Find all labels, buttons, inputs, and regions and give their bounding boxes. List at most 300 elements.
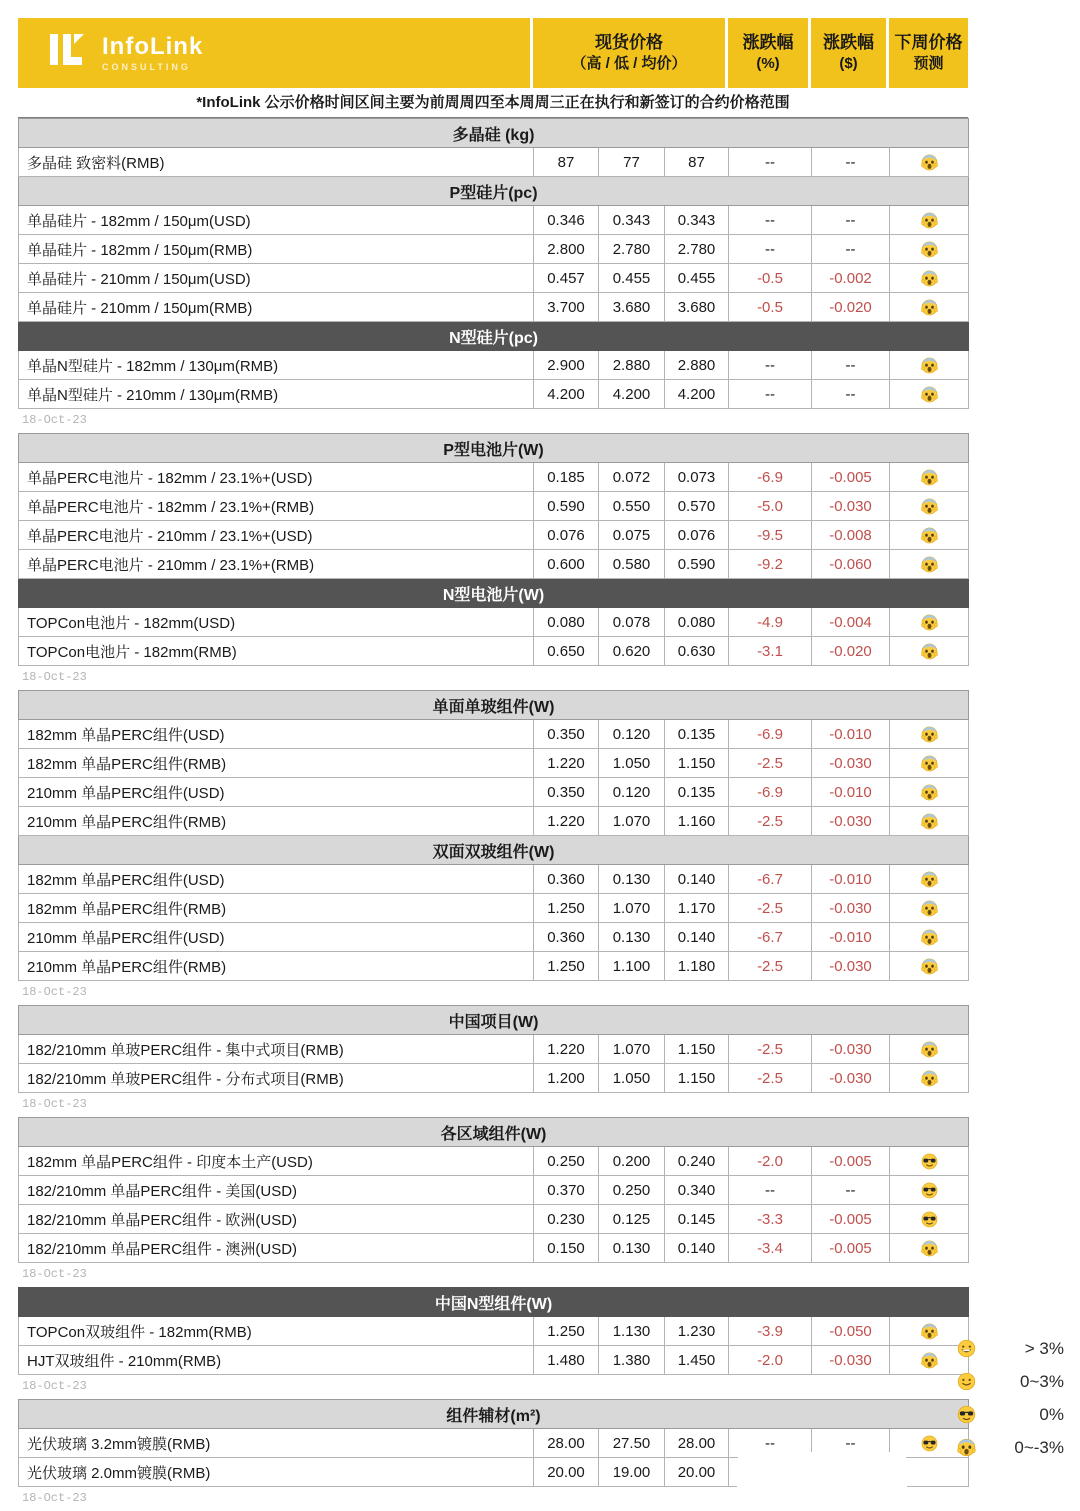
change-usd: -0.030 <box>812 749 890 778</box>
low-price: 0.250 <box>599 1176 665 1205</box>
table-row <box>19 463 969 492</box>
table-row <box>19 637 969 666</box>
change-usd: -0.002 <box>812 264 890 293</box>
change-pct: -6.9 <box>729 720 812 749</box>
product-label: 182mm 单晶PERC组件(RMB) <box>19 894 534 923</box>
change-usd: -0.030 <box>812 952 890 981</box>
section-header-row <box>19 1118 969 1147</box>
table-row <box>19 749 969 778</box>
forecast-cell <box>890 608 969 637</box>
high-price: 28.00 <box>534 1429 599 1458</box>
logo-cell <box>18 18 530 88</box>
avg-price: 1.150 <box>665 749 729 778</box>
high-price: 0.350 <box>534 778 599 807</box>
product-label: 单晶硅片 - 210mm / 150μm(RMB) <box>19 293 534 322</box>
legend-label: 0~-3% <box>1014 1437 1064 1457</box>
scream-emoji <box>920 812 939 829</box>
change-pct-line2: (%) <box>756 55 780 72</box>
change-pct: -3.3 <box>729 1205 812 1234</box>
price-table <box>18 1117 969 1263</box>
scream-emoji <box>920 1040 939 1057</box>
change-usd: -- <box>812 1176 890 1205</box>
section-header-row <box>19 691 969 720</box>
date-label: 18-Oct-23 <box>22 1491 87 1505</box>
scream-emoji <box>920 928 939 945</box>
low-price: 27.50 <box>599 1429 665 1458</box>
forecast-cell <box>890 807 969 836</box>
avg-price: 1.150 <box>665 1035 729 1064</box>
forecast-legend <box>956 1332 1064 1464</box>
scream-emoji <box>920 211 939 228</box>
section-title: P型电池片(W) <box>19 434 969 463</box>
forecast-cell <box>890 293 969 322</box>
change-usd: -0.030 <box>812 1064 890 1093</box>
low-price: 0.120 <box>599 778 665 807</box>
high-price: 4.200 <box>534 380 599 409</box>
brand-subtitle: CONSULTING <box>102 61 191 72</box>
forecast-cell <box>890 1035 969 1064</box>
high-price: 0.150 <box>534 1234 599 1263</box>
change-usd: -0.004 <box>812 608 890 637</box>
low-price: 1.100 <box>599 952 665 981</box>
change-pct: -2.5 <box>729 807 812 836</box>
change-pct: -2.5 <box>729 894 812 923</box>
high-price: 1.220 <box>534 807 599 836</box>
scream-emoji <box>920 269 939 286</box>
product-label: 210mm 单晶PERC组件(RMB) <box>19 952 534 981</box>
product-label: 单晶硅片 - 182mm / 150μm(RMB) <box>19 235 534 264</box>
avg-price: 1.450 <box>665 1346 729 1375</box>
section-title: N型电池片(W) <box>19 579 969 608</box>
spot-header-line1: 现货价格 <box>595 33 663 52</box>
forecast-line1: 下周价格 <box>894 33 963 52</box>
high-price: 1.220 <box>534 749 599 778</box>
change-pct: -2.0 <box>729 1147 812 1176</box>
low-price: 0.072 <box>599 463 665 492</box>
change-pct: -2.5 <box>729 1064 812 1093</box>
scream-emoji <box>920 526 939 543</box>
change-pct: -3.1 <box>729 637 812 666</box>
forecast-cell <box>890 550 969 579</box>
avg-price: 87 <box>665 148 729 177</box>
product-label: 光伏玻璃 2.0mm镀膜(RMB) <box>19 1458 534 1487</box>
legend-item <box>956 1365 1064 1398</box>
forecast-line2: 预测 <box>913 55 944 72</box>
change-usd: -0.005 <box>812 1234 890 1263</box>
scream-emoji <box>920 497 939 514</box>
section-title: 多晶硅 (kg) <box>19 119 969 148</box>
change-pct-line1: 涨跌幅 <box>742 33 794 52</box>
scream-emoji <box>920 725 939 742</box>
forecast-cell <box>890 637 969 666</box>
avg-price: 0.590 <box>665 550 729 579</box>
change-pct: -2.0 <box>729 1346 812 1375</box>
table-row <box>19 720 969 749</box>
change-usd: -0.060 <box>812 550 890 579</box>
avg-price: 1.160 <box>665 807 729 836</box>
low-price: 0.130 <box>599 1234 665 1263</box>
change-usd: -0.020 <box>812 637 890 666</box>
forecast-cell <box>890 865 969 894</box>
forecast-cell <box>890 720 969 749</box>
high-price: 1.250 <box>534 952 599 981</box>
change-pct: -- <box>729 206 812 235</box>
sunglasses-emoji <box>920 1181 939 1198</box>
grin-emoji <box>956 1338 977 1359</box>
legend-item <box>956 1431 1064 1464</box>
change-usd: -0.020 <box>812 293 890 322</box>
forecast-cell <box>890 1147 969 1176</box>
table-row <box>19 148 969 177</box>
section-header-row <box>19 836 969 865</box>
change-usd: -0.030 <box>812 1035 890 1064</box>
table-row <box>19 952 969 981</box>
change-usd: -- <box>812 351 890 380</box>
change-usd: -0.010 <box>812 778 890 807</box>
change-pct: -6.7 <box>729 923 812 952</box>
sunglasses-emoji <box>920 1434 939 1451</box>
table-row <box>19 293 969 322</box>
change-pct: -4.9 <box>729 608 812 637</box>
product-label: 单晶PERC电池片 - 182mm / 23.1%+(USD) <box>19 463 534 492</box>
low-price: 0.078 <box>599 608 665 637</box>
date-label: 18-Oct-23 <box>22 670 87 684</box>
change-pct: -2.5 <box>729 749 812 778</box>
change-pct: -9.5 <box>729 521 812 550</box>
high-price: 0.080 <box>534 608 599 637</box>
avg-price: 0.570 <box>665 492 729 521</box>
high-price: 2.900 <box>534 351 599 380</box>
forecast-cell <box>890 923 969 952</box>
scream-emoji <box>920 957 939 974</box>
high-price: 0.346 <box>534 206 599 235</box>
date-label: 18-Oct-23 <box>22 413 87 427</box>
avg-price: 0.076 <box>665 521 729 550</box>
high-price: 0.185 <box>534 463 599 492</box>
avg-price: 0.140 <box>665 865 729 894</box>
scream-emoji <box>920 385 939 402</box>
table-row <box>19 264 969 293</box>
change-usd-line2: ($) <box>839 55 858 72</box>
scream-emoji <box>920 468 939 485</box>
high-price: 0.250 <box>534 1147 599 1176</box>
avg-price: 2.780 <box>665 235 729 264</box>
change-usd: -0.005 <box>812 463 890 492</box>
section-title: P型硅片(pc) <box>19 177 969 206</box>
column-header-forecast <box>889 18 968 88</box>
price-table <box>18 1287 969 1375</box>
section-title: 双面双玻组件(W) <box>19 836 969 865</box>
sunglasses-emoji <box>956 1404 977 1425</box>
table-row <box>19 550 969 579</box>
change-pct: -- <box>729 235 812 264</box>
product-label: 182/210mm 单玻PERC组件 - 分布式项目(RMB) <box>19 1064 534 1093</box>
product-label: 单晶PERC电池片 - 182mm / 23.1%+(RMB) <box>19 492 534 521</box>
sunglasses-emoji <box>920 1210 939 1227</box>
table-row <box>19 1064 969 1093</box>
forecast-cell <box>890 463 969 492</box>
price-table <box>18 1005 969 1093</box>
product-label: 182mm 单晶PERC组件(RMB) <box>19 749 534 778</box>
change-pct: -3.4 <box>729 1234 812 1263</box>
avg-price: 0.455 <box>665 264 729 293</box>
section-header-row <box>19 119 969 148</box>
legend-item <box>956 1332 1064 1365</box>
table-row <box>19 1205 969 1234</box>
change-pct: -6.9 <box>729 463 812 492</box>
section-header-row <box>19 579 969 608</box>
avg-price: 0.240 <box>665 1147 729 1176</box>
change-usd: -0.030 <box>812 492 890 521</box>
legend-label: 0~3% <box>1020 1371 1064 1391</box>
scream-emoji <box>920 1322 939 1339</box>
avg-price: 1.180 <box>665 952 729 981</box>
high-price: 1.200 <box>534 1064 599 1093</box>
avg-price: 0.135 <box>665 778 729 807</box>
forecast-cell <box>890 235 969 264</box>
low-price: 0.120 <box>599 720 665 749</box>
price-sheet <box>18 18 968 1511</box>
avg-price: 1.170 <box>665 894 729 923</box>
high-price: 0.370 <box>534 1176 599 1205</box>
low-price: 1.050 <box>599 749 665 778</box>
legend-item <box>956 1398 1064 1431</box>
change-usd: -0.010 <box>812 923 890 952</box>
change-usd: -0.030 <box>812 894 890 923</box>
change-pct: -2.5 <box>729 952 812 981</box>
low-price: 1.380 <box>599 1346 665 1375</box>
change-pct: -6.9 <box>729 778 812 807</box>
product-label: 多晶硅 致密料(RMB) <box>19 148 534 177</box>
change-pct: -5.0 <box>729 492 812 521</box>
forecast-cell <box>890 351 969 380</box>
product-label: 单晶PERC电池片 - 210mm / 23.1%+(USD) <box>19 521 534 550</box>
date-label: 18-Oct-23 <box>22 1379 87 1393</box>
table-row <box>19 206 969 235</box>
section-header-row <box>19 1006 969 1035</box>
change-usd: -0.005 <box>812 1205 890 1234</box>
change-pct: -- <box>729 1429 812 1458</box>
change-usd: -0.030 <box>812 1346 890 1375</box>
low-price: 0.580 <box>599 550 665 579</box>
low-price: 1.070 <box>599 807 665 836</box>
table-row <box>19 778 969 807</box>
product-label: 210mm 单晶PERC组件(USD) <box>19 778 534 807</box>
avg-price: 0.340 <box>665 1176 729 1205</box>
date-label: 18-Oct-23 <box>22 985 87 999</box>
avg-price: 20.00 <box>665 1458 729 1487</box>
section-title: 单面单玻组件(W) <box>19 691 969 720</box>
low-price: 19.00 <box>599 1458 665 1487</box>
forecast-cell <box>890 749 969 778</box>
scream-emoji <box>920 153 939 170</box>
change-pct: -3.9 <box>729 1317 812 1346</box>
forecast-cell <box>890 264 969 293</box>
column-header-change-usd <box>811 18 886 88</box>
scream-emoji <box>920 356 939 373</box>
table-row <box>19 1234 969 1263</box>
forecast-cell <box>890 1176 969 1205</box>
avg-price: 2.880 <box>665 351 729 380</box>
low-price: 0.343 <box>599 206 665 235</box>
scream-emoji <box>920 1069 939 1086</box>
table-row <box>19 865 969 894</box>
low-price: 1.050 <box>599 1064 665 1093</box>
white-patch <box>737 1452 907 1497</box>
legend-label: > 3% <box>1024 1338 1064 1358</box>
low-price: 0.455 <box>599 264 665 293</box>
low-price: 3.680 <box>599 293 665 322</box>
section-title: 中国项目(W) <box>19 1006 969 1035</box>
low-price: 1.070 <box>599 1035 665 1064</box>
infolink-logo-icon <box>46 31 90 76</box>
high-price: 1.250 <box>534 894 599 923</box>
scream-emoji <box>920 1239 939 1256</box>
table-row <box>19 1346 969 1375</box>
low-price: 0.075 <box>599 521 665 550</box>
avg-price: 0.140 <box>665 923 729 952</box>
low-price: 4.200 <box>599 380 665 409</box>
scream-emoji <box>956 1437 977 1458</box>
low-price: 2.880 <box>599 351 665 380</box>
change-pct: -6.7 <box>729 865 812 894</box>
avg-price: 0.135 <box>665 720 729 749</box>
change-pct: -- <box>729 351 812 380</box>
change-usd: -- <box>812 1429 890 1458</box>
table-row <box>19 807 969 836</box>
section-header-row <box>19 434 969 463</box>
date-label: 18-Oct-23 <box>22 1267 87 1281</box>
product-label: 210mm 单晶PERC组件(USD) <box>19 923 534 952</box>
high-price: 0.076 <box>534 521 599 550</box>
section-title: N型硅片(pc) <box>19 322 969 351</box>
product-label: 182/210mm 单晶PERC组件 - 美国(USD) <box>19 1176 534 1205</box>
change-usd: -- <box>812 148 890 177</box>
change-pct: -- <box>729 148 812 177</box>
table-row <box>19 1317 969 1346</box>
table-row <box>19 521 969 550</box>
change-usd: -- <box>812 235 890 264</box>
section-header-row <box>19 322 969 351</box>
blocks <box>18 118 968 1511</box>
high-price: 1.220 <box>534 1035 599 1064</box>
product-label: 182mm 单晶PERC组件(USD) <box>19 720 534 749</box>
avg-price: 0.630 <box>665 637 729 666</box>
table-row <box>19 923 969 952</box>
section-header-row <box>19 177 969 206</box>
high-price: 0.457 <box>534 264 599 293</box>
forecast-cell <box>890 492 969 521</box>
scream-emoji <box>920 240 939 257</box>
forecast-cell <box>890 1064 969 1093</box>
section-header-row <box>19 1400 969 1429</box>
scream-emoji <box>920 754 939 771</box>
change-usd-line1: 涨跌幅 <box>823 33 874 52</box>
avg-price: 1.230 <box>665 1317 729 1346</box>
change-usd: -0.008 <box>812 521 890 550</box>
scream-emoji <box>920 783 939 800</box>
avg-price: 3.680 <box>665 293 729 322</box>
high-price: 0.350 <box>534 720 599 749</box>
low-price: 2.780 <box>599 235 665 264</box>
avg-price: 1.150 <box>665 1064 729 1093</box>
scream-emoji <box>920 870 939 887</box>
low-price: 77 <box>599 148 665 177</box>
product-label: 210mm 单晶PERC组件(RMB) <box>19 807 534 836</box>
scream-emoji <box>920 899 939 916</box>
avg-price: 0.140 <box>665 1234 729 1263</box>
low-price: 0.125 <box>599 1205 665 1234</box>
scream-emoji <box>920 613 939 630</box>
date-label: 18-Oct-23 <box>22 1097 87 1111</box>
change-usd: -0.005 <box>812 1147 890 1176</box>
forecast-cell <box>890 148 969 177</box>
price-table <box>18 690 969 981</box>
high-price: 3.700 <box>534 293 599 322</box>
section-header-row <box>19 1288 969 1317</box>
change-pct: -0.5 <box>729 293 812 322</box>
change-usd: -0.010 <box>812 720 890 749</box>
avg-price: 0.073 <box>665 463 729 492</box>
forecast-cell <box>890 952 969 981</box>
forecast-cell <box>890 1205 969 1234</box>
product-label: 182mm 单晶PERC组件 - 印度本土产(USD) <box>19 1147 534 1176</box>
spot-header-line2: （高 / 低 / 均价） <box>571 55 687 72</box>
product-label: TOPCon电池片 - 182mm(RMB) <box>19 637 534 666</box>
product-label: 单晶硅片 - 210mm / 150μm(USD) <box>19 264 534 293</box>
forecast-cell <box>890 778 969 807</box>
low-price: 0.200 <box>599 1147 665 1176</box>
avg-price: 4.200 <box>665 380 729 409</box>
product-label: 单晶N型硅片 - 210mm / 130μm(RMB) <box>19 380 534 409</box>
table-row <box>19 608 969 637</box>
high-price: 20.00 <box>534 1458 599 1487</box>
forecast-cell <box>890 521 969 550</box>
low-price: 0.130 <box>599 865 665 894</box>
table-row <box>19 1147 969 1176</box>
change-usd: -0.010 <box>812 865 890 894</box>
avg-price: 0.145 <box>665 1205 729 1234</box>
high-price: 1.480 <box>534 1346 599 1375</box>
change-usd: -- <box>812 206 890 235</box>
product-label: HJT双玻组件 - 210mm(RMB) <box>19 1346 534 1375</box>
change-pct: -0.5 <box>729 264 812 293</box>
table-row <box>19 1035 969 1064</box>
table-row <box>19 1176 969 1205</box>
high-price: 1.250 <box>534 1317 599 1346</box>
low-price: 0.130 <box>599 923 665 952</box>
section-title: 组件辅材(m²) <box>19 1400 969 1429</box>
low-price: 0.550 <box>599 492 665 521</box>
avg-price: 0.080 <box>665 608 729 637</box>
price-period-note: *InfoLink 公示价格时间区间主要为前周周四至本周周三正在执行和新签订的合约价格范围 <box>18 88 968 118</box>
change-usd: -0.050 <box>812 1317 890 1346</box>
high-price: 0.650 <box>534 637 599 666</box>
avg-price: 0.343 <box>665 206 729 235</box>
high-price: 2.800 <box>534 235 599 264</box>
product-label: 182mm 单晶PERC组件(USD) <box>19 865 534 894</box>
scream-emoji <box>920 1351 939 1368</box>
legend-label: 0% <box>1039 1404 1064 1424</box>
table-row <box>19 894 969 923</box>
scream-emoji <box>920 298 939 315</box>
column-header-spot-price <box>533 18 725 88</box>
table-header <box>18 18 968 88</box>
high-price: 87 <box>534 148 599 177</box>
high-price: 0.360 <box>534 865 599 894</box>
price-table <box>18 433 969 666</box>
low-price: 0.620 <box>599 637 665 666</box>
